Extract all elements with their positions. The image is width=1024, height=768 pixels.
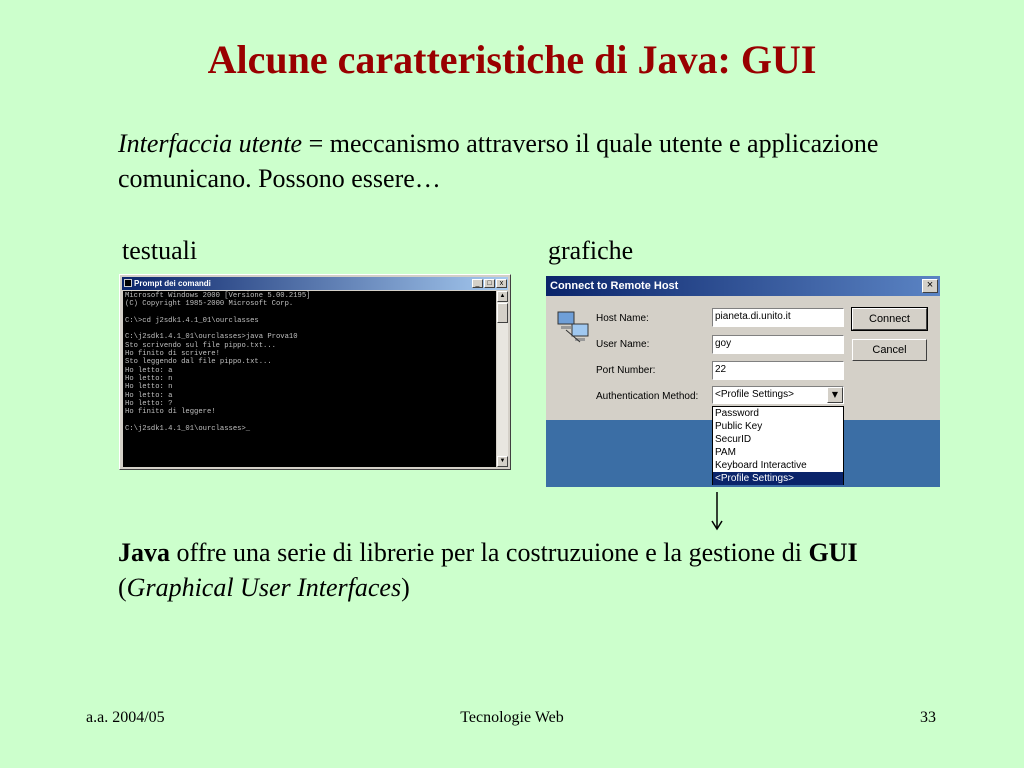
minimize-button[interactable]: _ [472, 279, 483, 288]
label-textual: testuali [122, 236, 198, 265]
chevron-down-icon[interactable]: ▼ [827, 387, 843, 403]
console-scrollbar[interactable] [497, 291, 508, 467]
footer-course: Tecnologie Web [460, 709, 564, 726]
dropdown-option-selected[interactable]: <Profile Settings> [713, 472, 843, 485]
intro-paragraph [118, 126, 938, 196]
console-window [119, 274, 511, 470]
paren-open: ( [118, 573, 127, 602]
scroll-up-icon[interactable]: ▲ [497, 291, 508, 302]
port-number-input[interactable]: 22 [712, 361, 844, 380]
paren-close: ) [401, 573, 410, 602]
gui-term: GUI [808, 538, 858, 567]
java-term: Java [118, 538, 170, 567]
scroll-down-icon[interactable]: ▼ [497, 456, 508, 467]
auth-method-select[interactable] [712, 386, 844, 404]
network-computers-icon [556, 308, 592, 344]
cancel-button[interactable]: Cancel [852, 339, 927, 361]
dialog-close-button[interactable]: × [922, 279, 938, 293]
console-titlebar [122, 277, 508, 290]
dropdown-option[interactable]: SecurID [715, 434, 752, 445]
label-graphical: grafiche [548, 236, 634, 265]
maximize-button[interactable]: □ [484, 279, 495, 288]
console-screen[interactable] [123, 291, 496, 467]
user-name-label: User Name: [596, 339, 650, 350]
dialog-titlebar [546, 276, 940, 296]
slide-title: Alcune caratteristiche di Java: GUI [207, 37, 817, 82]
close-button[interactable]: x [496, 279, 507, 288]
dropdown-option[interactable]: Password [715, 408, 759, 419]
scroll-thumb[interactable] [497, 303, 508, 323]
dialog-title: Connect to Remote Host [550, 280, 679, 292]
connect-button[interactable]: Connect [852, 308, 927, 330]
auth-method-value: <Profile Settings> [715, 389, 794, 400]
gui-expansion: Graphical User Interfaces [126, 573, 402, 602]
java-text: offre una serie di librerie per la costruzuione e la gestione di [170, 538, 809, 567]
host-name-input[interactable]: pianeta.di.unito.it [712, 308, 844, 327]
intro-term: Interfaccia utente [118, 129, 303, 158]
dropdown-option[interactable]: Keyboard Interactive [715, 460, 807, 471]
dropdown-option[interactable]: Public Key [715, 421, 763, 432]
auth-method-label: Authentication Method: [596, 391, 699, 402]
console-output: Microsoft Windows 2000 [Versione 5.00.2195] (C) Copyright 1985-2000 Microsoft Corp. C:\>cd j2sdk1.4.1_01\ourclasses C:\j2sdk1.4.1_01\ourclasses>java Prova10 Sto scrivendo sul file pippo.txt... Ho finito di scrivere! Sto leggendo dal file pippo.txt... Ho letto: a Ho letto: n Ho letto: n Ho letto: a Ho letto: ? Ho finito di leggere! C:\j2sdk1.4.1_01\ourclasses>_ [125, 292, 311, 433]
connect-dialog-screenshot [546, 276, 940, 487]
host-name-label: Host Name: [596, 313, 649, 324]
intro-text: = meccanismo attraverso il quale utente e applicazione comunicano. Possono essere… [118, 129, 879, 193]
java-paragraph [118, 535, 938, 605]
footer-page-number: 33 [920, 709, 936, 726]
down-arrow-icon [707, 492, 727, 532]
user-name-input[interactable]: goy [712, 335, 844, 354]
console-title: Prompt dei comandi [134, 279, 211, 288]
console-app-icon [124, 279, 132, 287]
port-number-label: Port Number: [596, 365, 656, 376]
dropdown-option[interactable]: PAM [715, 447, 736, 458]
auth-method-dropdown [712, 406, 844, 485]
footer-year: a.a. 2004/05 [86, 709, 165, 726]
